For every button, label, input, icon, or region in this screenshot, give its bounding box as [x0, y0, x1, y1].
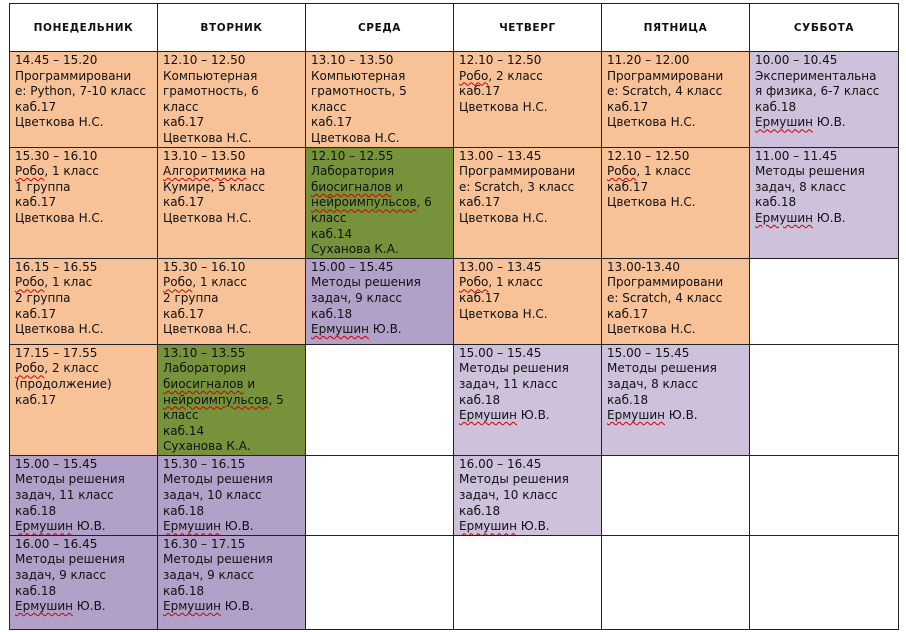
lesson-line: Цветкова Н.С. [459, 210, 548, 225]
lesson-line: биосигналов и [311, 179, 404, 194]
lesson-line: каб.17 [459, 84, 501, 99]
empty-cell [750, 258, 899, 344]
lesson-line: е: Scratch, 4 класс [607, 290, 723, 305]
lesson-line: Методы решения [15, 472, 125, 487]
lesson-line: Цветкова Н.С. [15, 322, 104, 337]
lesson-time: 12.10 – 12.50 [459, 53, 542, 67]
lesson-line: Ермушин Ю.В. [459, 519, 550, 534]
lesson-line: Цветкова Н.С. [607, 322, 696, 337]
lesson-details [158, 536, 305, 615]
empty-cell [306, 344, 454, 455]
lesson-line: Цветкова Н.С. [459, 99, 548, 114]
lesson-line: Методы решения [15, 552, 125, 567]
lesson-line: Методы решения [163, 552, 273, 567]
lesson-line: каб.17 [607, 99, 649, 114]
lesson-line: Программировани [15, 68, 132, 83]
lesson-cell [10, 344, 158, 455]
lesson-cell [602, 344, 750, 455]
lesson-cell [158, 535, 306, 629]
lesson-details [10, 536, 157, 615]
lesson-line: нейроимпульсов, 5 [163, 392, 284, 407]
lesson-time: 12.10 – 12.50 [163, 53, 246, 67]
lesson-line: Компьютерная [311, 68, 406, 83]
empty-cell [602, 455, 750, 535]
lesson-line: Робо, 1 класс [459, 275, 543, 290]
lesson-line: задач, 9 класс [163, 568, 255, 583]
lesson-line: Ермушин Ю.В. [459, 408, 550, 423]
lesson-details [750, 259, 898, 260]
lesson-time: 13.10 – 13.50 [163, 148, 246, 163]
lesson-time: 14.45 – 15.20 [15, 53, 98, 67]
lesson-line: Робо, 1 клас [15, 275, 93, 290]
lesson-time: 13.00-13.40 [607, 259, 681, 274]
lesson-cell [158, 147, 306, 258]
lesson-line: Ермушин Ю.В. [755, 115, 846, 130]
lesson-line: Робо, 1 класс [163, 275, 247, 290]
schedule-row [10, 147, 899, 258]
lesson-line: Робо, 2 класс [15, 361, 99, 376]
lesson-line: Цветкова Н.С. [311, 130, 400, 145]
lesson-cell [750, 52, 899, 148]
schedule-body [10, 52, 899, 630]
lesson-line: Ермушин Ю.В. [311, 322, 402, 337]
lesson-line: каб.17 [163, 115, 205, 130]
lesson-line: Ермушин Ю.В. [607, 408, 698, 423]
lesson-details [454, 148, 601, 227]
lesson-line: биосигналов и [163, 376, 256, 391]
lesson-line: каб.18 [607, 392, 649, 407]
lesson-line: Цветкова Н.С. [459, 306, 548, 321]
lesson-details [10, 456, 157, 535]
lesson-line: задач, 11 класс [459, 376, 558, 391]
lesson-line: задач, 10 класс [459, 488, 558, 503]
lesson-details [306, 456, 453, 457]
lesson-cell [454, 258, 602, 344]
schedule-row [10, 258, 899, 344]
lesson-line: задач, 8 класс [755, 179, 847, 194]
lesson-details [158, 345, 305, 455]
day-header-tuesday: ВТОРНИК [158, 4, 306, 52]
lesson-line: класс [163, 408, 199, 423]
lesson-line: 2 группа [163, 290, 219, 305]
lesson-line: Ермушин Ю.В. [163, 519, 254, 534]
lesson-cell [10, 535, 158, 629]
empty-cell [306, 455, 454, 535]
lesson-line: каб.18 [15, 503, 57, 518]
lesson-time: 16.00 – 16.45 [459, 456, 542, 471]
lesson-line: каб.17 [459, 290, 501, 305]
lesson-time: 16.30 – 17.15 [163, 536, 246, 551]
lesson-line: каб.17 [15, 306, 57, 321]
lesson-time: 15.00 – 15.45 [311, 259, 394, 274]
lesson-line: задач, 8 класс [607, 376, 699, 391]
lesson-details [306, 345, 453, 346]
schedule-row [10, 52, 899, 148]
lesson-details [750, 536, 898, 537]
schedule-row [10, 455, 899, 535]
lesson-cell [454, 147, 602, 258]
lesson-line: Цветкова Н.С. [607, 195, 696, 210]
lesson-line: Суханова К.А. [163, 439, 251, 454]
lesson-line: 2 группа [15, 290, 71, 305]
lesson-line: Цветкова Н.С. [15, 210, 104, 225]
lesson-details [454, 52, 601, 115]
lesson-time: 12.10 – 12.55 [311, 148, 394, 163]
lesson-line: каб.18 [755, 195, 797, 210]
lesson-details [10, 259, 157, 338]
lesson-details [306, 536, 453, 537]
lesson-details [750, 52, 898, 131]
lesson-time: 17.15 – 17.55 [15, 345, 98, 360]
lesson-time: 15.30 – 16.10 [15, 148, 98, 163]
lesson-line: Цветкова Н.С. [607, 115, 696, 130]
lesson-line: Ермушин Ю.В. [15, 519, 106, 534]
lesson-line: каб.18 [459, 503, 501, 518]
lesson-line: Цветкова Н.С. [163, 130, 252, 145]
lesson-line: каб.17 [15, 99, 57, 114]
lesson-line: Суханова К.А. [311, 242, 399, 257]
lesson-line: Робо, 2 класс [459, 68, 543, 83]
lesson-line: каб.18 [163, 503, 205, 518]
lesson-line: каб.17 [311, 115, 353, 130]
lesson-details [306, 52, 453, 147]
lesson-cell [158, 258, 306, 344]
lesson-line: Методы решения [311, 275, 421, 290]
lesson-details [602, 148, 749, 211]
lesson-line: Ермушин Ю.В. [163, 599, 254, 614]
lesson-line: каб.17 [607, 179, 649, 194]
lesson-line: каб.18 [459, 392, 501, 407]
lesson-line: каб.17 [15, 392, 57, 407]
schedule-row [10, 344, 899, 455]
schedule-row [10, 535, 899, 629]
lesson-line: Методы решения [607, 361, 717, 376]
lesson-line: Ермушин Ю.В. [755, 210, 846, 225]
lesson-line: Лаборатория [311, 164, 395, 179]
lesson-cell [10, 258, 158, 344]
lesson-time: 15.30 – 16.15 [163, 456, 246, 471]
lesson-line: грамотность, 5 [311, 84, 407, 99]
lesson-details [10, 345, 157, 408]
header-row [10, 4, 899, 52]
lesson-line: задач, 10 класс [163, 488, 262, 503]
lesson-details [750, 148, 898, 227]
lesson-cell [306, 258, 454, 344]
lesson-time: 11.20 – 12.00 [607, 53, 690, 67]
lesson-details [454, 456, 601, 535]
schedule-table [9, 3, 899, 630]
lesson-line: каб.18 [163, 583, 205, 598]
lesson-line: Алгоритмика на [163, 164, 266, 179]
lesson-details [306, 259, 453, 338]
lesson-line: каб.17 [163, 195, 205, 210]
lesson-time: 11.00 – 11.45 [755, 148, 838, 163]
lesson-line: Цветкова Н.С. [163, 322, 252, 337]
lesson-time: 13.00 – 13.45 [459, 148, 542, 163]
empty-cell [306, 535, 454, 629]
lesson-details [158, 148, 305, 227]
lesson-line: каб.17 [15, 195, 57, 210]
lesson-line: задач, 9 класс [15, 568, 107, 583]
day-header-wednesday: СРЕДА [306, 4, 454, 52]
lesson-cell [10, 147, 158, 258]
lesson-line: Кумире, 5 класс [163, 179, 266, 194]
lesson-time: 15.30 – 16.10 [163, 259, 246, 274]
lesson-line: 1 группа [15, 179, 71, 194]
lesson-line: каб.17 [459, 195, 501, 210]
lesson-time: 13.10 – 13.55 [163, 345, 246, 360]
day-header-friday: ПЯТНИЦА [602, 4, 750, 52]
lesson-details [602, 259, 749, 338]
lesson-line: Методы решения [459, 361, 569, 376]
lesson-line: Методы решения [755, 164, 865, 179]
lesson-line: класс [311, 99, 347, 114]
lesson-line: каб.18 [15, 583, 57, 598]
lesson-details [602, 536, 749, 537]
lesson-line: Робо, 1 класс [607, 164, 691, 179]
lesson-cell [602, 258, 750, 344]
lesson-line: задач, 9 класс [311, 290, 403, 305]
lesson-time: 15.00 – 15.45 [607, 345, 690, 360]
lesson-cell [306, 52, 454, 148]
empty-cell [750, 344, 899, 455]
lesson-time: 13.10 – 13.50 [311, 53, 394, 67]
lesson-time: 10.00 – 10.45 [755, 53, 838, 67]
lesson-line: Программировани [607, 275, 724, 290]
lesson-time: 15.00 – 15.45 [15, 456, 98, 471]
lesson-details [158, 259, 305, 338]
lesson-time: 16.00 – 16.45 [15, 536, 98, 551]
lesson-line: каб.17 [607, 306, 649, 321]
lesson-cell [306, 147, 454, 258]
lesson-line: Экспериментальна [755, 68, 877, 83]
lesson-line: каб.18 [755, 99, 797, 114]
day-header-monday: ПОНЕДЕЛЬНИК [10, 4, 158, 52]
lesson-line: я физика, 6-7 класс [755, 84, 880, 99]
lesson-line: класс [311, 210, 347, 225]
empty-cell [750, 455, 899, 535]
lesson-details [306, 148, 453, 258]
lesson-cell [158, 344, 306, 455]
lesson-line: каб.18 [311, 306, 353, 321]
lesson-cell [10, 52, 158, 148]
lesson-line: каб.17 [163, 306, 205, 321]
lesson-details [158, 456, 305, 535]
lesson-line: Компьютерная [163, 68, 258, 83]
lesson-cell [10, 455, 158, 535]
lesson-cell [454, 52, 602, 148]
lesson-line: Методы решения [163, 472, 273, 487]
lesson-details [750, 456, 898, 457]
lesson-line: грамотность, 6 [163, 84, 259, 99]
lesson-line: нейроимпульсов, 6 [311, 195, 432, 210]
lesson-cell [454, 455, 602, 535]
lesson-line: Лаборатория [163, 361, 247, 376]
lesson-line: задач, 11 класс [15, 488, 114, 503]
lesson-line: Программировани [607, 68, 724, 83]
lesson-line: Ермушин Ю.В. [15, 599, 106, 614]
lesson-cell [158, 52, 306, 148]
lesson-details [750, 345, 898, 346]
empty-cell [750, 535, 899, 629]
empty-cell [454, 535, 602, 629]
lesson-line: Робо, 1 класс [15, 164, 99, 179]
lesson-line: каб.14 [311, 226, 353, 241]
lesson-cell [454, 344, 602, 455]
lesson-line: Методы решения [459, 472, 569, 487]
lesson-line: е: Scratch, 4 класс [607, 84, 723, 99]
lesson-line: каб.14 [163, 423, 205, 438]
lesson-details [158, 52, 305, 147]
lesson-details [454, 259, 601, 322]
lesson-time: 13.00 – 13.45 [459, 259, 542, 274]
empty-cell [602, 535, 750, 629]
lesson-line: класс [163, 99, 199, 114]
lesson-cell [750, 147, 899, 258]
lesson-details [602, 456, 749, 457]
day-header-thursday: ЧЕТВЕРГ [454, 4, 602, 52]
lesson-details [454, 536, 601, 537]
lesson-time: 16.15 – 16.55 [15, 259, 98, 274]
day-header-saturday: СУББОТА [750, 4, 899, 52]
lesson-time: 12.10 – 12.50 [607, 148, 690, 163]
lesson-line: Цветкова Н.С. [163, 210, 252, 225]
lesson-details [10, 148, 157, 227]
lesson-time: 15.00 – 15.45 [459, 345, 542, 360]
lesson-details [602, 52, 749, 131]
lesson-cell [602, 147, 750, 258]
lesson-line: е: Scratch, 3 класс [459, 179, 575, 194]
lesson-line: е: Python, 7-10 класс [15, 84, 146, 99]
lesson-cell [158, 455, 306, 535]
lesson-line: Цветкова Н.С. [15, 115, 104, 130]
lesson-line: (продолжение) [15, 376, 112, 391]
lesson-cell [602, 52, 750, 148]
lesson-details [602, 345, 749, 424]
lesson-line: Программировани [459, 164, 576, 179]
lesson-details [10, 52, 157, 131]
lesson-details [454, 345, 601, 424]
